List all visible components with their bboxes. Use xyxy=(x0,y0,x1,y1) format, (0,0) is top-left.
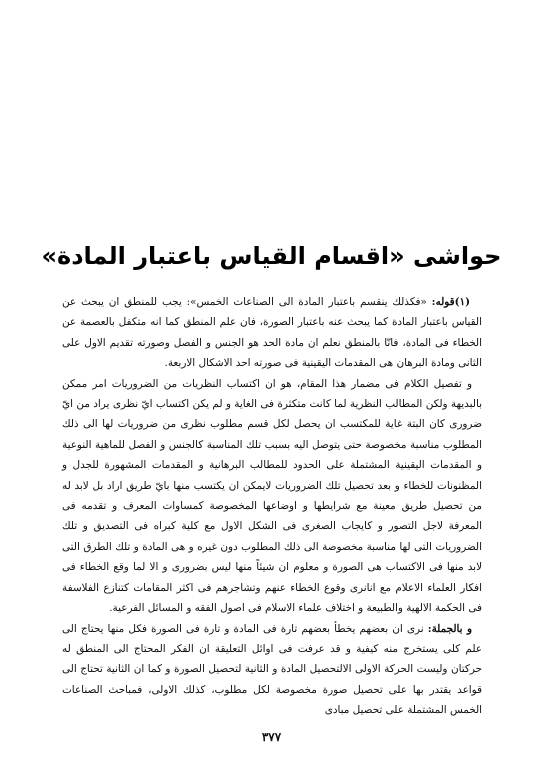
page-number: ٣٧٧ xyxy=(261,730,282,744)
page-title: حواشى «اقسام القياس باعتبار المادة» xyxy=(41,242,502,271)
paragraph-text: «فكذلك ينقسم باعتبار المادة الى الصناعات الخمس»: يجب للمنطق ان يبحث عن القياس باعتبار المادة كما يبحث عنه باعتبار الصورة، فان علم المنطق كما انه متكفل بالعصمة عن الخطاء فى المادة، فانّا بالمنطق نعلم ان مادة الحد هو الجنس و الفصل وصورته تقديم الاول على الثانى ومادة البرهان هى المقدمات اليقينية فى صورته احد الاشكال الاربعة. xyxy=(62,296,482,370)
body-text xyxy=(62,292,482,721)
paragraph-text: نرى ان بعضهم يخطأ بعضهم تارة فى المادة و تارة فى الصورة فكل منها يحتاج الى علم كلى يستخرج منه كيفية و قد عرفت فى اوائل التعليقة ان الفكر المحتاج الى المنطق له حركتان وليست الحركة الاولى الالتحصيل المادة و الثانية لتحصيل الصورة و كما ان الثانية تحتاج الى قواعد يقتدر بها على تحصيل صورة مخصوصة لكل مطلوب، كذلك الاولى، فمباحث الصناعات الخمس المشتملة على تحصيل مبادى xyxy=(62,622,482,717)
paragraph-3 xyxy=(62,619,482,721)
paragraph-lead: و بالجملة: xyxy=(427,622,473,635)
paragraph-1 xyxy=(62,292,482,374)
paragraph-text: و تفصيل الكلام فى مضمار هذا المقام، هو ان اكتساب النظريات من الضروريات امر ممكن بالبديهة ولكن المطالب النظرية لما كانت متكثرة فى الغاية و لم يكن اكتساب ايّ نظرى يراد من ايّ ضرورى كان البتة غاية للمكتسب ان يحصل لكل قسم مطلوب نظرى من ضروريات لها الى ذلك المطلوب مناسبة مخصوصة حتى يتوصل اليه بسبب تلك المناسبة كالجنس و الفصل للماهية النوعية و المقدمات اليقينية المشتملة على الحدود للمطالب البرهانية و المقدمات المشهورة للجدل و المظنونات للخطاء و بعد تحصيل تلك الضروريات لايمكن ان يكتسب منها بايّ طريق اراد بل لابد له من تحصيل طريق معينة مع شرايطها و اوضاعها المخصوصة كمساوات المعرف و تقدمه فى المعرفة لاجل التصور و كايجاب الصغرى فى الشكل الاول مع كلية كبراه فى التصديق و تلك الضروريات التى لها مناسبة مخصوصة الى ذلك المطلوب دون غيره و هى المادة و تلك الطرق التى لابد منها فى الاكتساب هى الصورة و معلوم ان شيئاً منها ليس بضرورى و الا لما وقع الخطاء فى افكار العلماء الاعلام مع انانرى وقوع الخطاء عنهم وتشاجرهم فى اكثر المقامات كتنازع الفلاسفة فى الحكمة الالهية والطبيعة و اختلاف علماء الاسلام فى اصول الفقه و المسائل الفرعية. xyxy=(62,377,482,615)
paragraph-lead: (١)قوله: xyxy=(431,296,470,308)
paragraph-2 xyxy=(62,374,482,619)
